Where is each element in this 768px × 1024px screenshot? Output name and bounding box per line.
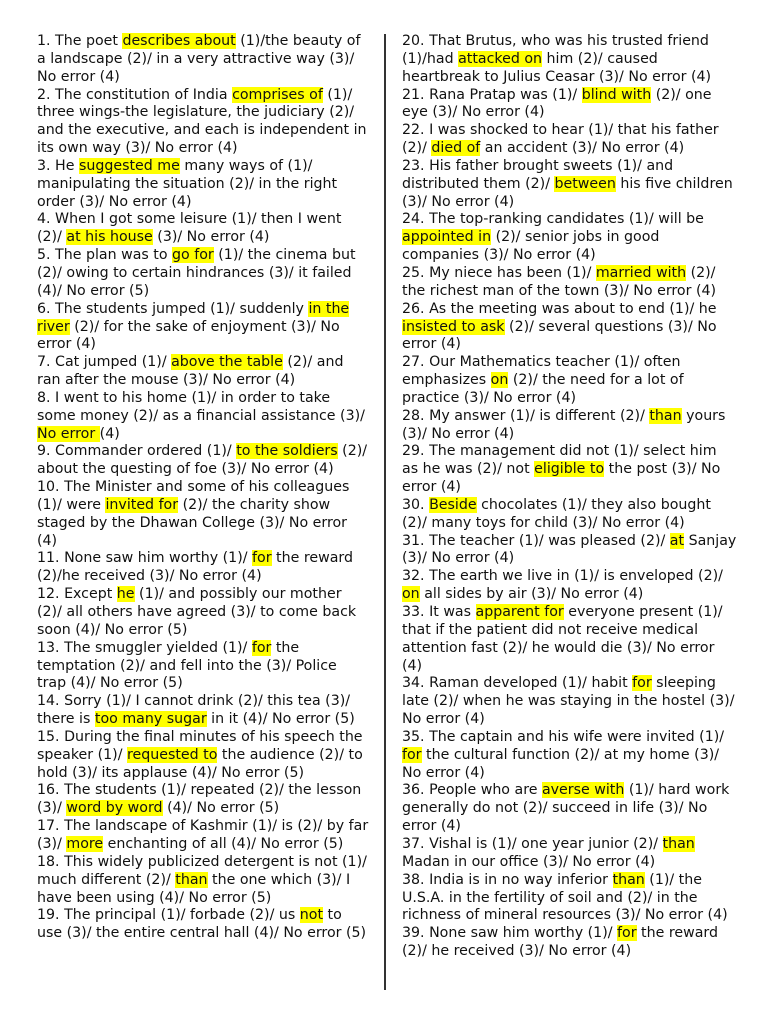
question-text: 6. The students jumped (1)/ suddenly: [37, 300, 309, 317]
question-item: [37, 479, 369, 550]
question-text: 28. My answer (1)/ is different (2)/: [402, 407, 650, 424]
question-item: [402, 354, 737, 408]
question-text: 33. It was: [402, 604, 476, 620]
question-text: 20. That Brutus, who was his trusted friend (1)/had: [402, 33, 709, 67]
question-text: many ways of (1)/ manipulating the situation (2)/ in the right order (3)/ No error (4): [37, 157, 338, 210]
question-text: chocolates (1)/ they also bought (2)/ many toys for child (3)/ No error (4): [402, 496, 711, 531]
question-item: [402, 408, 737, 444]
question-item: [402, 925, 737, 961]
highlighted-phrase: suggested me: [78, 157, 180, 174]
highlighted-phrase: blind with: [581, 86, 652, 103]
question-text: to use (3)/ the entire central hall (4)/ No error (5): [37, 907, 367, 942]
question-item: [37, 640, 369, 694]
question-item: [402, 87, 737, 123]
question-item: [37, 729, 369, 783]
question-item: [37, 818, 369, 854]
column-divider: [384, 34, 386, 990]
question-text: (2)/ the richest man of the town (3)/ No error (4): [402, 264, 717, 299]
highlighted-phrase: between: [554, 175, 616, 192]
question-text: (1)/ three wings-the legislature, the judiciary (2)/ and the executive, and each is independent in its own way (3)/ No error (4): [37, 86, 367, 157]
highlighted-phrase: for: [402, 746, 422, 763]
question-text: 8. I went to his home (1)/ in order to take some money (2)/ as a financial assistance (3)/: [37, 389, 365, 424]
question-text: (3)/ No error (4): [152, 229, 270, 246]
question-text: (4)/ No error (5): [162, 800, 280, 817]
highlighted-phrase: not: [299, 907, 324, 924]
question-text: 1. The poet: [37, 33, 123, 49]
question-text: 35. The captain and his wife were invited (1)/: [402, 728, 725, 745]
question-text: 36. People who are: [402, 782, 542, 799]
question-item: [402, 782, 737, 836]
question-text: 16. The students (1)/ repeated (2)/ the lesson (3)/: [37, 782, 362, 817]
question-item: [37, 354, 369, 390]
question-text: the post (3)/ No error (4): [402, 461, 721, 496]
question-item: [37, 550, 369, 586]
question-text: his five children (3)/ No error (4): [402, 175, 733, 210]
question-item: [402, 265, 737, 301]
highlighted-phrase: married with: [595, 264, 687, 281]
highlighted-phrase: than: [612, 871, 645, 888]
question-text: the cultural function (2)/ at my home (3)/ No error (4): [402, 746, 720, 781]
question-text: 37. Vishal is (1)/ one year junior (2)/: [402, 835, 663, 852]
question-text: sleeping late (2)/ when he was staying in the hostel (3)/ No error (4): [402, 675, 735, 728]
question-text: (2)/ about the questing of foe (3)/ No error (4): [37, 443, 368, 478]
question-text: 38. India is in no way inferior: [402, 871, 613, 888]
question-text: 26. As the meeting was about to end (1)/ he: [402, 300, 717, 317]
question-item: [402, 729, 737, 783]
question-text: (1)/ and possibly our mother (2)/ all others have agreed (3)/ to come back soon (4)/ No error (5): [37, 586, 357, 638]
highlighted-phrase: comprises of: [232, 86, 323, 103]
question-item: [402, 301, 737, 355]
question-text: 17. The landscape of Kashmir (1)/ is (2)/ by far (3)/: [37, 818, 369, 852]
question-text: an accident (3)/ No error (4): [480, 140, 685, 157]
highlighted-phrase: for: [632, 675, 652, 692]
question-text: in it (4)/ No error (5): [206, 711, 355, 728]
question-item: [37, 586, 369, 640]
question-text: 22. I was shocked to hear (1)/ that his father (2)/: [402, 122, 719, 157]
question-item: [37, 782, 369, 818]
question-text: the one which (3)/ I have been using (4)/ No error (5): [37, 871, 351, 906]
highlighted-phrase: go for: [172, 247, 214, 264]
highlighted-phrase: at his house: [66, 229, 153, 246]
question-item: [402, 443, 737, 497]
highlighted-phrase: more: [66, 835, 104, 852]
question-text: 3. He: [37, 157, 79, 174]
highlighted-phrase: died of: [431, 140, 481, 157]
question-item: [37, 907, 369, 943]
question-text: 2. The constitution of India: [37, 86, 233, 103]
question-text: (1)/ the cinema but (2)/ owing to certain hindrances (3)/ it failed (4)/ No error (5): [37, 247, 356, 299]
question-text: the temptation (2)/ and fell into the (3)/ Police trap (4)/ No error (5): [37, 639, 337, 692]
question-text: everyone present (1)/ that if the patient did not receive medical attention fast (2)/ he would die (3)/ No error (4): [402, 604, 723, 674]
question-item: [402, 158, 737, 212]
highlighted-phrase: at: [669, 532, 685, 549]
question-text: 21. Rana Pratap was (1)/: [402, 86, 582, 103]
question-item: [37, 301, 369, 355]
question-text: 14. Sorry (1)/ I cannot drink (2)/ this tea (3)/ there is: [37, 693, 351, 728]
right-column: [402, 33, 737, 961]
highlighted-phrase: he: [116, 586, 135, 603]
question-item: [402, 33, 737, 87]
question-item: [402, 675, 737, 729]
question-text: 34. Raman developed (1)/ habit: [402, 675, 633, 692]
question-text: 29. The management did not (1)/ select him as he was (2)/ not: [402, 443, 717, 478]
highlighted-phrase: than: [175, 871, 208, 888]
question-item: [37, 33, 369, 87]
highlighted-phrase: in the river: [37, 300, 350, 335]
question-text: (2)/ the charity show staged by the Dhawan College (3)/ No error (4): [37, 496, 347, 549]
highlighted-phrase: describes about: [122, 33, 236, 49]
question-text: 39. None saw him worthy (1)/: [402, 925, 618, 942]
highlighted-phrase: for: [617, 925, 637, 942]
question-text: (2)/ one eye (3)/ No error (4): [402, 86, 712, 121]
question-text: 19. The principal (1)/ forbade (2)/ us: [37, 907, 300, 924]
question-item: [37, 854, 369, 908]
question-text: 23. His father brought sweets (1)/ and distributed them (2)/: [402, 157, 674, 192]
question-item: [402, 533, 737, 569]
highlighted-phrase: apparent for: [475, 604, 564, 620]
highlighted-phrase: averse with: [541, 782, 625, 799]
highlighted-phrase: Beside: [429, 496, 477, 513]
question-item: [402, 211, 737, 265]
question-text: him (2)/ caused heartbreak to Julius Ceasar (3)/ No error (4): [402, 50, 712, 85]
highlighted-phrase: on: [490, 372, 509, 389]
question-text: Sanjay (3)/ No error (4): [402, 532, 737, 567]
question-text: yours (3)/ No error (4): [402, 407, 726, 442]
highlighted-phrase: attacked on: [458, 50, 543, 67]
question-text: 25. My niece has been (1)/: [402, 264, 596, 281]
highlighted-phrase: to the soldiers: [236, 443, 338, 460]
question-text: Madan in our office (3)/ No error (4): [402, 853, 656, 870]
question-item: [37, 158, 369, 212]
question-item: [37, 390, 369, 444]
question-text: (2)/ senior jobs in good companies (3)/ No error (4): [402, 229, 660, 264]
question-text: the reward (2)/ he received (3)/ No error (4): [402, 925, 718, 960]
question-text: enchanting of all (4)/ No error (5): [103, 835, 344, 852]
question-text: (2)/ and ran after the mouse (3)/ No error (4): [37, 354, 344, 389]
question-text: 11. None saw him worthy (1)/: [37, 550, 253, 567]
highlighted-phrase: invited for: [105, 496, 179, 513]
question-item: [37, 211, 369, 247]
question-item: [37, 247, 369, 301]
question-text: 5. The plan was to: [37, 247, 173, 264]
question-text: 13. The smuggler yielded (1)/: [37, 639, 252, 656]
highlighted-phrase: eligible to: [534, 461, 605, 478]
question-text: all sides by air (3)/ No error (4): [419, 586, 644, 603]
highlighted-phrase: than: [649, 407, 682, 424]
highlighted-phrase: for: [252, 550, 272, 567]
highlighted-phrase: appointed in: [402, 229, 492, 246]
highlighted-phrase: for: [251, 639, 272, 656]
question-text: the reward (2)/he received (3)/ No error (4): [37, 550, 353, 585]
left-column: [37, 33, 369, 943]
question-item: [402, 568, 737, 604]
question-text: 7. Cat jumped (1)/: [37, 354, 172, 371]
question-text: 12. Except: [37, 586, 117, 603]
question-item: [37, 87, 369, 158]
question-text: (4): [99, 425, 120, 442]
question-text: (2)/ several questions (3)/ No error (4): [402, 318, 717, 353]
question-text: (1)/the beauty of a landscape (2)/ in a very attractive way (3)/ No error (4): [37, 33, 361, 85]
question-item: [37, 693, 369, 729]
highlighted-phrase: requested to: [127, 746, 218, 763]
question-text: (1)/ the U.S.A. in the fertility of soil and (2)/ in the richness of mineral resources (3)/ No error (4): [402, 871, 728, 924]
question-item: [402, 836, 737, 872]
question-text: 4. When I got some leisure (1)/ then I went (2)/: [37, 211, 342, 246]
question-text: (2)/ for the sake of enjoyment (3)/ No error (4): [37, 318, 340, 353]
question-text: 30.: [402, 496, 430, 513]
question-item: [37, 443, 369, 479]
highlighted-phrase: insisted to ask: [402, 318, 505, 335]
question-text: (1)/ hard work generally do not (2)/ succeed in life (3)/ No error (4): [402, 782, 730, 835]
question-item: [402, 872, 737, 926]
question-text: 32. The earth we live in (1)/ is enveloped (2)/: [402, 568, 723, 585]
question-text: 10. The Minister and some of his colleagues (1)/ were: [37, 479, 350, 513]
question-text: 31. The teacher (1)/ was pleased (2)/: [402, 532, 670, 549]
question-text: 15. During the final minutes of his speech the speaker (1)/: [37, 728, 363, 763]
question-text: 9. Commander ordered (1)/: [37, 443, 237, 460]
highlighted-phrase: word by word: [66, 800, 163, 817]
highlighted-phrase: No error: [37, 425, 100, 442]
highlighted-phrase: above the table: [171, 354, 283, 371]
question-text: 18. This widely publicized detergent is not (1)/ much different (2)/: [37, 853, 367, 888]
question-text: 24. The top-ranking candidates (1)/ will be: [402, 211, 704, 228]
question-item: [402, 604, 737, 675]
highlighted-phrase: on: [402, 586, 420, 603]
question-text: (2)/ the need for a lot of practice (3)/ No error (4): [402, 372, 684, 406]
question-item: [402, 497, 737, 533]
question-item: [402, 122, 737, 158]
highlighted-phrase: than: [662, 835, 695, 852]
question-text: 27. Our Mathematics teacher (1)/ often emphasizes: [402, 354, 681, 389]
highlighted-phrase: too many sugar: [94, 711, 207, 728]
question-text: the audience (2)/ to hold (3)/ its applause (4)/ No error (5): [37, 746, 363, 781]
